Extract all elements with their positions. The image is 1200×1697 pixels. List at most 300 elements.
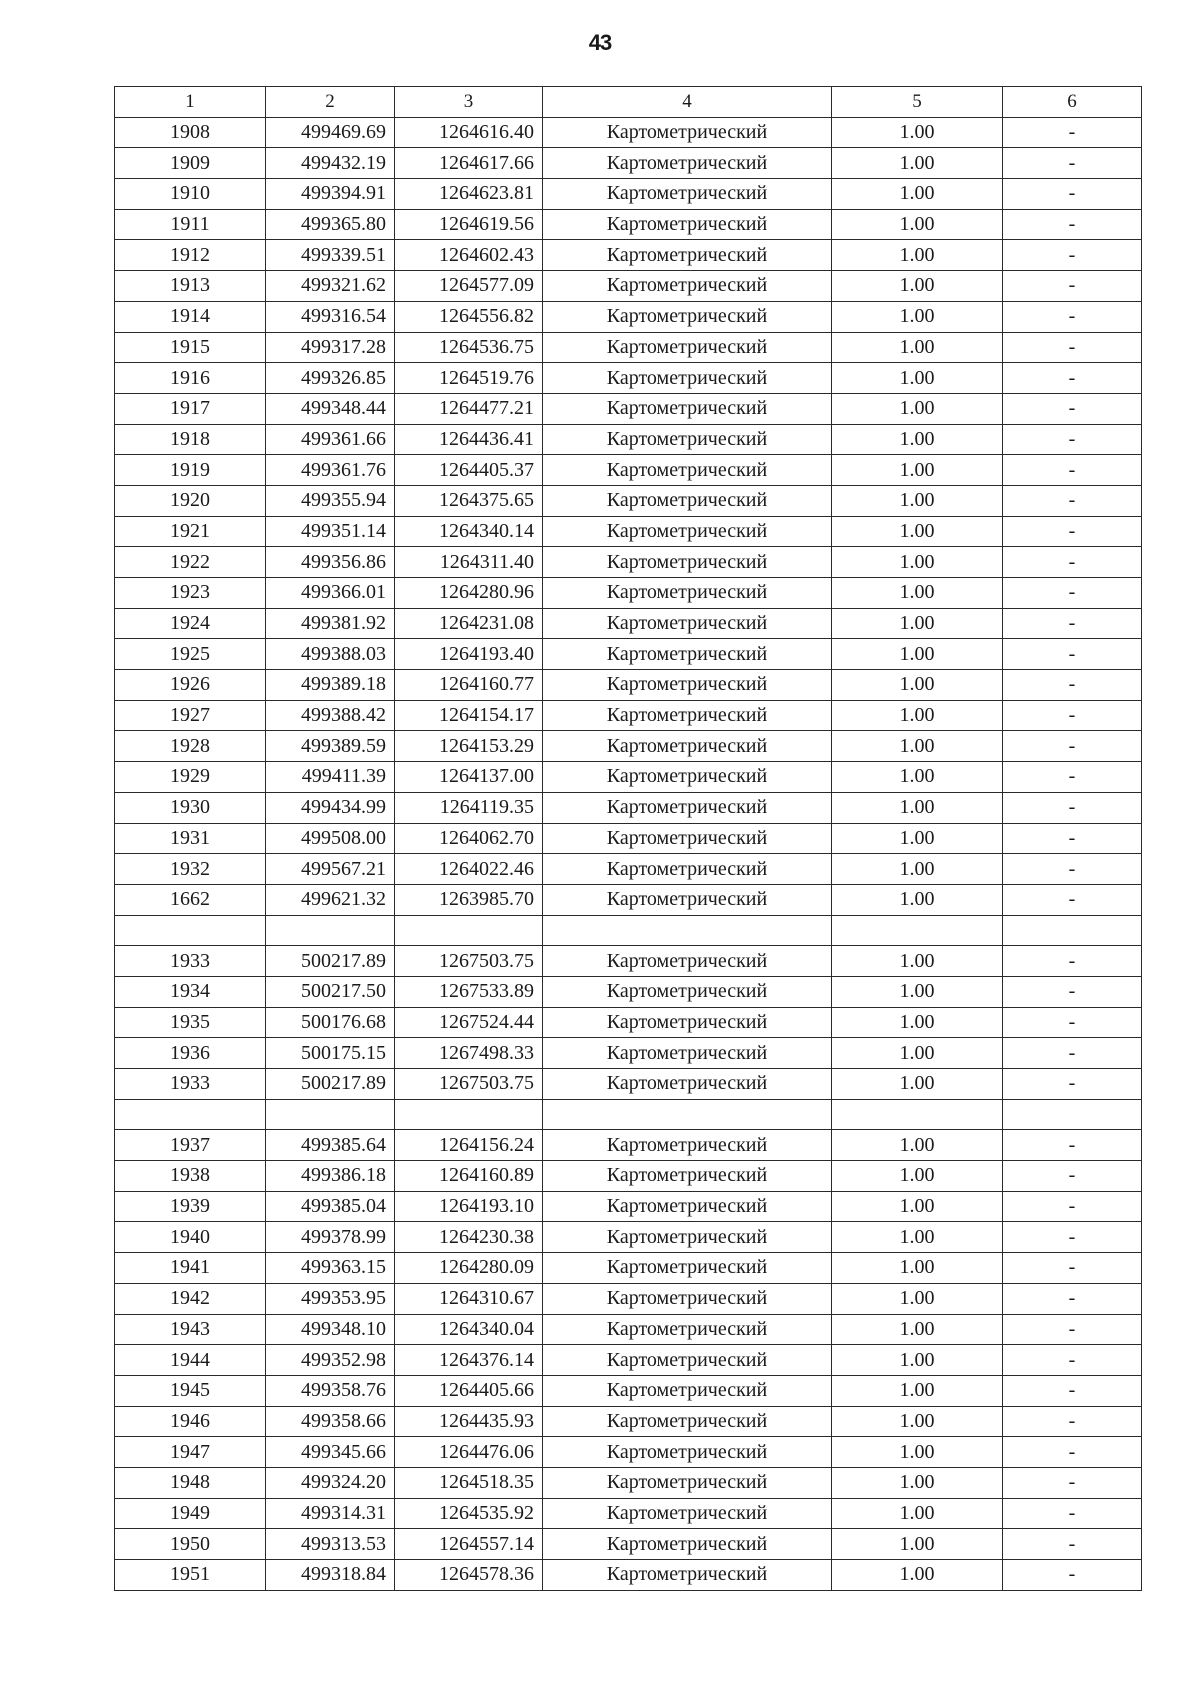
method-cell: Картометрический (543, 1314, 832, 1345)
note-cell: - (1003, 1498, 1142, 1529)
x-coordinate-cell: 499324.20 (266, 1467, 395, 1498)
method-cell: Картометрический (543, 271, 832, 302)
table-row (115, 854, 1142, 885)
point-number-cell: 1951 (115, 1560, 266, 1591)
header-col-2: 2 (266, 87, 395, 118)
note-cell: - (1003, 1283, 1142, 1314)
method-cell: Картометрический (543, 1191, 832, 1222)
note-cell: - (1003, 976, 1142, 1007)
header-col-3: 3 (395, 87, 543, 118)
point-number-cell: 1917 (115, 393, 266, 424)
method-cell: Картометрический (543, 485, 832, 516)
note-cell: - (1003, 578, 1142, 609)
point-number-cell (115, 915, 266, 946)
table-row (115, 946, 1142, 977)
method-cell: Картометрический (543, 516, 832, 547)
table-row (115, 240, 1142, 271)
accuracy-cell: 1.00 (832, 363, 1003, 394)
x-coordinate-cell: 500217.89 (266, 946, 395, 977)
method-cell: Картометрический (543, 792, 832, 823)
accuracy-cell: 1.00 (832, 1130, 1003, 1161)
x-coordinate-cell: 499378.99 (266, 1222, 395, 1253)
accuracy-cell: 1.00 (832, 608, 1003, 639)
x-coordinate-cell: 500176.68 (266, 1007, 395, 1038)
x-coordinate-cell: 499386.18 (266, 1161, 395, 1192)
accuracy-cell: 1.00 (832, 1038, 1003, 1069)
method-cell: Картометрический (543, 1007, 832, 1038)
note-cell: - (1003, 1191, 1142, 1222)
y-coordinate-cell: 1267524.44 (395, 1007, 543, 1038)
accuracy-cell: 1.00 (832, 670, 1003, 701)
table-row (115, 424, 1142, 455)
table-row (115, 516, 1142, 547)
point-number-cell: 1919 (115, 455, 266, 486)
method-cell: Картометрический (543, 823, 832, 854)
note-cell: - (1003, 1467, 1142, 1498)
accuracy-cell: 1.00 (832, 1161, 1003, 1192)
point-number-cell: 1936 (115, 1038, 266, 1069)
table-row (115, 578, 1142, 609)
accuracy-cell: 1.00 (832, 1498, 1003, 1529)
method-cell: Картометрический (543, 639, 832, 670)
table-row (115, 1130, 1142, 1161)
x-coordinate-cell: 499432.19 (266, 148, 395, 179)
note-cell: - (1003, 1161, 1142, 1192)
point-number-cell: 1946 (115, 1406, 266, 1437)
accuracy-cell: 1.00 (832, 762, 1003, 793)
header-col-5: 5 (832, 87, 1003, 118)
accuracy-cell: 1.00 (832, 240, 1003, 271)
note-cell: - (1003, 1130, 1142, 1161)
method-cell: Картометрический (543, 854, 832, 885)
accuracy-cell: 1.00 (832, 976, 1003, 1007)
x-coordinate-cell: 499621.32 (266, 884, 395, 915)
point-number-cell: 1937 (115, 1130, 266, 1161)
accuracy-cell: 1.00 (832, 455, 1003, 486)
y-coordinate-cell: 1264476.06 (395, 1437, 543, 1468)
accuracy-cell: 1.00 (832, 117, 1003, 148)
table-row (115, 700, 1142, 731)
method-cell: Картометрический (543, 1437, 832, 1468)
point-number-cell: 1939 (115, 1191, 266, 1222)
table-row (115, 608, 1142, 639)
point-number-cell: 1916 (115, 363, 266, 394)
x-coordinate-cell: 499326.85 (266, 363, 395, 394)
method-cell: Картометрический (543, 762, 832, 793)
y-coordinate-cell: 1264376.14 (395, 1345, 543, 1376)
method-cell: Картометрический (543, 976, 832, 1007)
table-row (115, 792, 1142, 823)
point-number-cell: 1929 (115, 762, 266, 793)
x-coordinate-cell: 499355.94 (266, 485, 395, 516)
accuracy-cell: 1.00 (832, 485, 1003, 516)
accuracy-cell: 1.00 (832, 301, 1003, 332)
header-col-6: 6 (1003, 87, 1142, 118)
x-coordinate-cell: 500217.50 (266, 976, 395, 1007)
note-cell: - (1003, 670, 1142, 701)
x-coordinate-cell: 499356.86 (266, 547, 395, 578)
note-cell: - (1003, 1069, 1142, 1100)
y-coordinate-cell: 1264230.38 (395, 1222, 543, 1253)
x-coordinate-cell: 499321.62 (266, 271, 395, 302)
method-cell: Картометрический (543, 301, 832, 332)
accuracy-cell: 1.00 (832, 424, 1003, 455)
point-number-cell: 1926 (115, 670, 266, 701)
separator-row (115, 1099, 1142, 1130)
y-coordinate-cell: 1264154.17 (395, 700, 543, 731)
y-coordinate-cell: 1267503.75 (395, 946, 543, 977)
note-cell: - (1003, 1529, 1142, 1560)
method-cell: Картометрический (543, 148, 832, 179)
y-coordinate-cell: 1264153.29 (395, 731, 543, 762)
note-cell: - (1003, 1038, 1142, 1069)
point-number-cell: 1947 (115, 1437, 266, 1468)
point-number-cell: 1941 (115, 1253, 266, 1284)
accuracy-cell: 1.00 (832, 1191, 1003, 1222)
method-cell: Картометрический (543, 1345, 832, 1376)
accuracy-cell: 1.00 (832, 148, 1003, 179)
y-coordinate-cell: 1264062.70 (395, 823, 543, 854)
y-coordinate-cell: 1264311.40 (395, 547, 543, 578)
note-cell: - (1003, 639, 1142, 670)
table-row (115, 455, 1142, 486)
x-coordinate-cell: 499434.99 (266, 792, 395, 823)
table-row (115, 209, 1142, 240)
x-coordinate-cell: 499508.00 (266, 823, 395, 854)
note-cell: - (1003, 792, 1142, 823)
point-number-cell: 1914 (115, 301, 266, 332)
y-coordinate-cell: 1264193.40 (395, 639, 543, 670)
note-cell: - (1003, 547, 1142, 578)
note-cell: - (1003, 1437, 1142, 1468)
point-number-cell: 1933 (115, 1069, 266, 1100)
method-cell: Картометрический (543, 117, 832, 148)
method-cell: Картометрический (543, 455, 832, 486)
table-row (115, 670, 1142, 701)
note-cell: - (1003, 946, 1142, 977)
note-cell: - (1003, 1345, 1142, 1376)
accuracy-cell: 1.00 (832, 393, 1003, 424)
y-coordinate-cell: 1264616.40 (395, 117, 543, 148)
y-coordinate-cell (395, 915, 543, 946)
point-number-cell: 1950 (115, 1529, 266, 1560)
y-coordinate-cell: 1267503.75 (395, 1069, 543, 1100)
x-coordinate-cell: 499314.31 (266, 1498, 395, 1529)
header-row (115, 87, 1142, 118)
note-cell: - (1003, 424, 1142, 455)
header-col-1: 1 (115, 87, 266, 118)
y-coordinate-cell: 1264340.14 (395, 516, 543, 547)
y-coordinate-cell: 1264556.82 (395, 301, 543, 332)
accuracy-cell: 1.00 (832, 1437, 1003, 1468)
y-coordinate-cell: 1264160.89 (395, 1161, 543, 1192)
note-cell: - (1003, 1406, 1142, 1437)
accuracy-cell: 1.00 (832, 1222, 1003, 1253)
accuracy-cell: 1.00 (832, 1406, 1003, 1437)
accuracy-cell: 1.00 (832, 271, 1003, 302)
point-number-cell: 1932 (115, 854, 266, 885)
x-coordinate-cell: 499389.59 (266, 731, 395, 762)
accuracy-cell: 1.00 (832, 854, 1003, 885)
table-row (115, 884, 1142, 915)
method-cell: Картометрический (543, 209, 832, 240)
method-cell: Картометрический (543, 1222, 832, 1253)
header-col-4: 4 (543, 87, 832, 118)
x-coordinate-cell: 499317.28 (266, 332, 395, 363)
table-row (115, 1529, 1142, 1560)
point-number-cell (115, 1099, 266, 1130)
table-row (115, 1314, 1142, 1345)
note-cell: - (1003, 363, 1142, 394)
point-number-cell: 1933 (115, 946, 266, 977)
point-number-cell: 1922 (115, 547, 266, 578)
x-coordinate-cell: 499318.84 (266, 1560, 395, 1591)
accuracy-cell: 1.00 (832, 1069, 1003, 1100)
y-coordinate-cell: 1264436.41 (395, 424, 543, 455)
y-coordinate-cell: 1264435.93 (395, 1406, 543, 1437)
note-cell: - (1003, 1314, 1142, 1345)
x-coordinate-cell (266, 915, 395, 946)
x-coordinate-cell: 499339.51 (266, 240, 395, 271)
y-coordinate-cell: 1264617.66 (395, 148, 543, 179)
table-row (115, 1498, 1142, 1529)
accuracy-cell: 1.00 (832, 884, 1003, 915)
note-cell: - (1003, 240, 1142, 271)
y-coordinate-cell: 1264022.46 (395, 854, 543, 885)
y-coordinate-cell: 1263985.70 (395, 884, 543, 915)
note-cell: - (1003, 148, 1142, 179)
table-row (115, 1375, 1142, 1406)
y-coordinate-cell: 1264577.09 (395, 271, 543, 302)
point-number-cell: 1930 (115, 792, 266, 823)
x-coordinate-cell: 500217.89 (266, 1069, 395, 1100)
note-cell: - (1003, 823, 1142, 854)
point-number-cell: 1912 (115, 240, 266, 271)
x-coordinate-cell: 499385.64 (266, 1130, 395, 1161)
x-coordinate-cell: 499361.66 (266, 424, 395, 455)
note-cell: - (1003, 393, 1142, 424)
y-coordinate-cell: 1264405.66 (395, 1375, 543, 1406)
x-coordinate-cell: 499352.98 (266, 1345, 395, 1376)
point-number-cell: 1944 (115, 1345, 266, 1376)
y-coordinate-cell: 1264160.77 (395, 670, 543, 701)
y-coordinate-cell (395, 1099, 543, 1130)
method-cell: Картометрический (543, 240, 832, 271)
table-row (115, 393, 1142, 424)
y-coordinate-cell: 1267533.89 (395, 976, 543, 1007)
table-row (115, 731, 1142, 762)
y-coordinate-cell: 1264119.35 (395, 792, 543, 823)
y-coordinate-cell: 1264578.36 (395, 1560, 543, 1591)
method-cell: Картометрический (543, 363, 832, 394)
y-coordinate-cell: 1264156.24 (395, 1130, 543, 1161)
y-coordinate-cell: 1264535.92 (395, 1498, 543, 1529)
point-number-cell: 1925 (115, 639, 266, 670)
method-cell: Картометрический (543, 1069, 832, 1100)
point-number-cell: 1910 (115, 179, 266, 210)
y-coordinate-cell: 1264280.96 (395, 578, 543, 609)
note-cell (1003, 1099, 1142, 1130)
y-coordinate-cell: 1264231.08 (395, 608, 543, 639)
x-coordinate-cell: 499388.42 (266, 700, 395, 731)
method-cell: Картометрический (543, 393, 832, 424)
note-cell: - (1003, 1007, 1142, 1038)
x-coordinate-cell: 499348.44 (266, 393, 395, 424)
x-coordinate-cell: 499358.76 (266, 1375, 395, 1406)
point-number-cell: 1934 (115, 976, 266, 1007)
point-number-cell: 1931 (115, 823, 266, 854)
note-cell: - (1003, 1253, 1142, 1284)
accuracy-cell: 1.00 (832, 700, 1003, 731)
note-cell: - (1003, 209, 1142, 240)
accuracy-cell: 1.00 (832, 823, 1003, 854)
accuracy-cell: 1.00 (832, 946, 1003, 977)
x-coordinate-cell: 499353.95 (266, 1283, 395, 1314)
y-coordinate-cell: 1264519.76 (395, 363, 543, 394)
y-coordinate-cell: 1264280.09 (395, 1253, 543, 1284)
x-coordinate-cell: 499388.03 (266, 639, 395, 670)
method-cell: Картометрический (543, 1130, 832, 1161)
accuracy-cell: 1.00 (832, 547, 1003, 578)
accuracy-cell: 1.00 (832, 209, 1003, 240)
point-number-cell: 1928 (115, 731, 266, 762)
x-coordinate-cell: 499363.15 (266, 1253, 395, 1284)
method-cell: Картометрический (543, 578, 832, 609)
method-cell: Картометрический (543, 424, 832, 455)
x-coordinate-cell: 499348.10 (266, 1314, 395, 1345)
table-row (115, 1406, 1142, 1437)
point-number-cell: 1920 (115, 485, 266, 516)
x-coordinate-cell: 499394.91 (266, 179, 395, 210)
note-cell: - (1003, 1560, 1142, 1591)
accuracy-cell: 1.00 (832, 179, 1003, 210)
x-coordinate-cell: 499316.54 (266, 301, 395, 332)
method-cell: Картометрический (543, 670, 832, 701)
y-coordinate-cell: 1264405.37 (395, 455, 543, 486)
note-cell: - (1003, 731, 1142, 762)
note-cell: - (1003, 608, 1142, 639)
table-row (115, 1283, 1142, 1314)
x-coordinate-cell: 499389.18 (266, 670, 395, 701)
point-number-cell: 1943 (115, 1314, 266, 1345)
accuracy-cell: 1.00 (832, 1314, 1003, 1345)
note-cell: - (1003, 1375, 1142, 1406)
table-row (115, 1069, 1142, 1100)
point-number-cell: 1938 (115, 1161, 266, 1192)
point-number-cell: 1923 (115, 578, 266, 609)
x-coordinate-cell: 500175.15 (266, 1038, 395, 1069)
accuracy-cell: 1.00 (832, 1560, 1003, 1591)
method-cell: Картометрический (543, 1498, 832, 1529)
accuracy-cell: 1.00 (832, 1253, 1003, 1284)
method-cell: Картометрический (543, 884, 832, 915)
point-number-cell: 1909 (115, 148, 266, 179)
table-row (115, 1467, 1142, 1498)
table-body (115, 117, 1142, 1590)
point-number-cell: 1927 (115, 700, 266, 731)
table-row (115, 547, 1142, 578)
table-row (115, 363, 1142, 394)
accuracy-cell: 1.00 (832, 639, 1003, 670)
note-cell: - (1003, 179, 1142, 210)
table-row (115, 301, 1142, 332)
point-number-cell: 1942 (115, 1283, 266, 1314)
note-cell: - (1003, 854, 1142, 885)
table-row (115, 762, 1142, 793)
y-coordinate-cell: 1267498.33 (395, 1038, 543, 1069)
point-number-cell: 1913 (115, 271, 266, 302)
point-number-cell: 1921 (115, 516, 266, 547)
table-row (115, 148, 1142, 179)
table-row (115, 639, 1142, 670)
table-row (115, 1253, 1142, 1284)
y-coordinate-cell: 1264536.75 (395, 332, 543, 363)
table-row (115, 1437, 1142, 1468)
point-number-cell: 1945 (115, 1375, 266, 1406)
y-coordinate-cell: 1264137.00 (395, 762, 543, 793)
coordinates-table (114, 86, 1142, 1591)
method-cell: Картометрический (543, 700, 832, 731)
table-row (115, 976, 1142, 1007)
method-cell: Картометрический (543, 179, 832, 210)
table-row (115, 179, 1142, 210)
point-number-cell: 1662 (115, 884, 266, 915)
x-coordinate-cell: 499358.66 (266, 1406, 395, 1437)
note-cell: - (1003, 301, 1142, 332)
y-coordinate-cell: 1264557.14 (395, 1529, 543, 1560)
y-coordinate-cell: 1264602.43 (395, 240, 543, 271)
x-coordinate-cell: 499381.92 (266, 608, 395, 639)
method-cell: Картометрический (543, 1529, 832, 1560)
note-cell: - (1003, 762, 1142, 793)
accuracy-cell (832, 1099, 1003, 1130)
method-cell (543, 1099, 832, 1130)
accuracy-cell: 1.00 (832, 1007, 1003, 1038)
x-coordinate-cell: 499469.69 (266, 117, 395, 148)
point-number-cell: 1935 (115, 1007, 266, 1038)
method-cell: Картометрический (543, 1283, 832, 1314)
note-cell: - (1003, 332, 1142, 363)
x-coordinate-cell: 499345.66 (266, 1437, 395, 1468)
point-number-cell: 1949 (115, 1498, 266, 1529)
method-cell: Картометрический (543, 1406, 832, 1437)
method-cell: Картометрический (543, 731, 832, 762)
y-coordinate-cell: 1264518.35 (395, 1467, 543, 1498)
table-row (115, 117, 1142, 148)
page-number: 43 (588, 30, 612, 55)
accuracy-cell: 1.00 (832, 1467, 1003, 1498)
note-cell: - (1003, 700, 1142, 731)
x-coordinate-cell: 499365.80 (266, 209, 395, 240)
note-cell: - (1003, 271, 1142, 302)
accuracy-cell: 1.00 (832, 332, 1003, 363)
method-cell: Картометрический (543, 1560, 832, 1591)
accuracy-cell: 1.00 (832, 792, 1003, 823)
x-coordinate-cell: 499567.21 (266, 854, 395, 885)
accuracy-cell (832, 915, 1003, 946)
table-row (115, 1161, 1142, 1192)
accuracy-cell: 1.00 (832, 516, 1003, 547)
table-header (115, 87, 1142, 118)
separator-row (115, 915, 1142, 946)
table-row (115, 1345, 1142, 1376)
method-cell: Картометрический (543, 1038, 832, 1069)
y-coordinate-cell: 1264619.56 (395, 209, 543, 240)
note-cell: - (1003, 485, 1142, 516)
accuracy-cell: 1.00 (832, 1283, 1003, 1314)
table-row (115, 1560, 1142, 1591)
table-row (115, 271, 1142, 302)
